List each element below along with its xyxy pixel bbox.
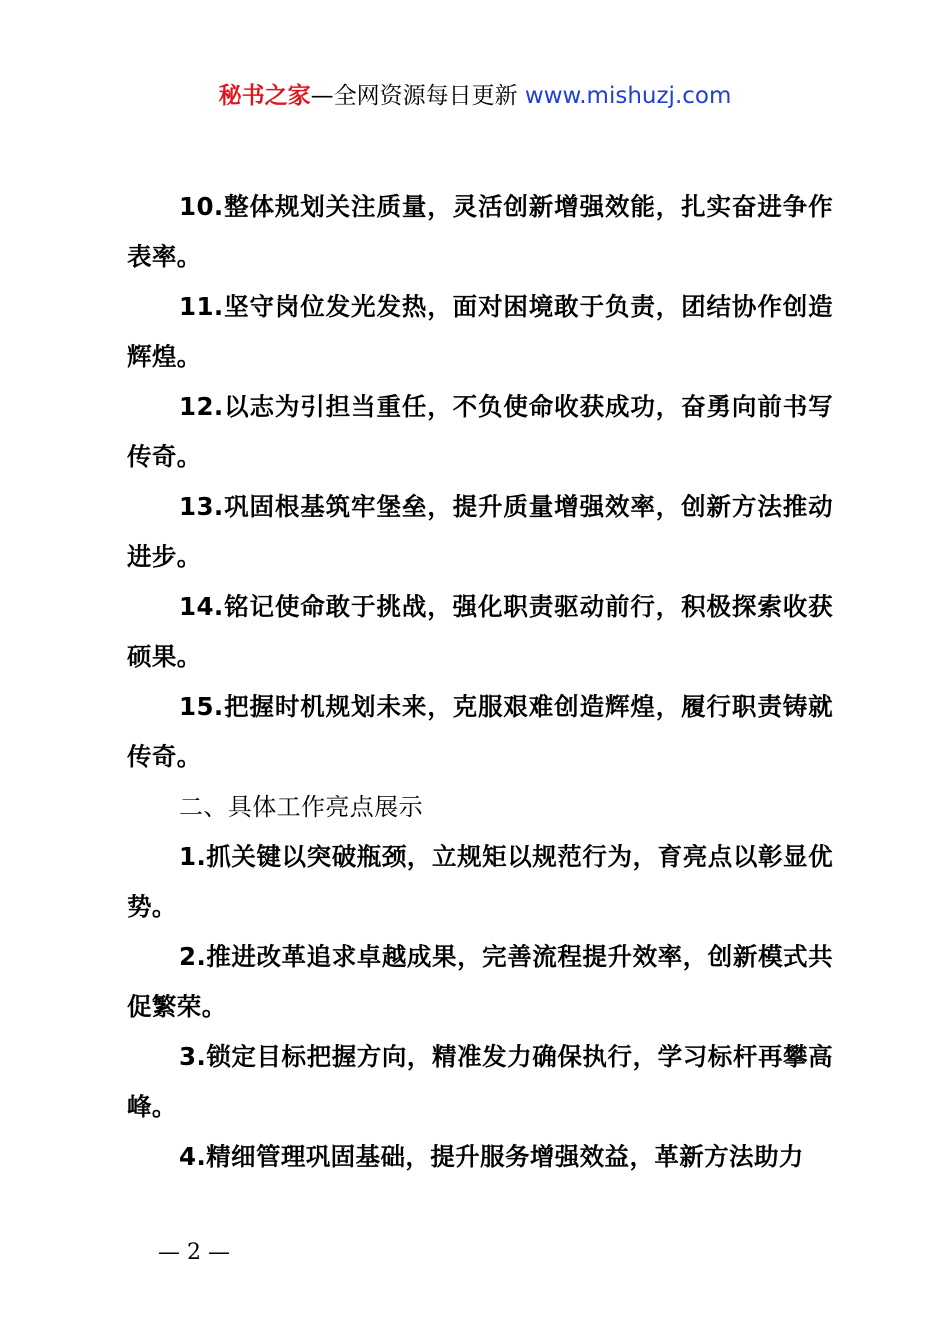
header-tagline: —全网资源每日更新 <box>310 83 518 109</box>
site-header <box>0 80 950 112</box>
section-paragraph-1: 1.抓关键以突破瓶颈，立规矩以规范行为，育亮点以彰显优势。 <box>127 842 833 921</box>
brand-name: 秘书之家 <box>218 83 311 109</box>
section-paragraph-2: 2.推进改革追求卓越成果，完善流程提升效率，创新模式共促繁荣。 <box>127 942 833 1021</box>
page-number: — 2 — <box>158 1240 230 1265</box>
paragraph-13: 13.巩固根基筑牢堡垒，提升质量增强效率，创新方法推动进步。 <box>127 492 833 571</box>
paragraph-10: 10.整体规划关注质量，灵活创新增强效能，扎实奋进争作表率。 <box>127 192 833 271</box>
section-paragraph-3: 3.锁定目标把握方向，精准发力确保执行，学习标杆再攀高峰。 <box>127 1042 833 1121</box>
section-paragraph-4: 4.精细管理巩固基础，提升服务增强效益，革新方法助力 <box>179 1142 804 1171</box>
document-body <box>127 182 833 1182</box>
paragraph-15: 15.把握时机规划未来，克服艰难创造辉煌，履行职责铸就传奇。 <box>127 692 833 771</box>
paragraph-11: 11.坚守岗位发光发热，面对困境敢于负责，团结协作创造辉煌。 <box>127 292 833 371</box>
section-heading: 二、具体工作亮点展示 <box>179 793 423 821</box>
paragraph-14: 14.铭记使命敢于挑战，强化职责驱动前行，积极探索收获硕果。 <box>127 592 833 671</box>
paragraph-12: 12.以志为引担当重任，不负使命收获成功，奋勇向前书写传奇。 <box>127 392 833 471</box>
site-url-link[interactable]: www.mishuzj.com <box>524 83 732 109</box>
